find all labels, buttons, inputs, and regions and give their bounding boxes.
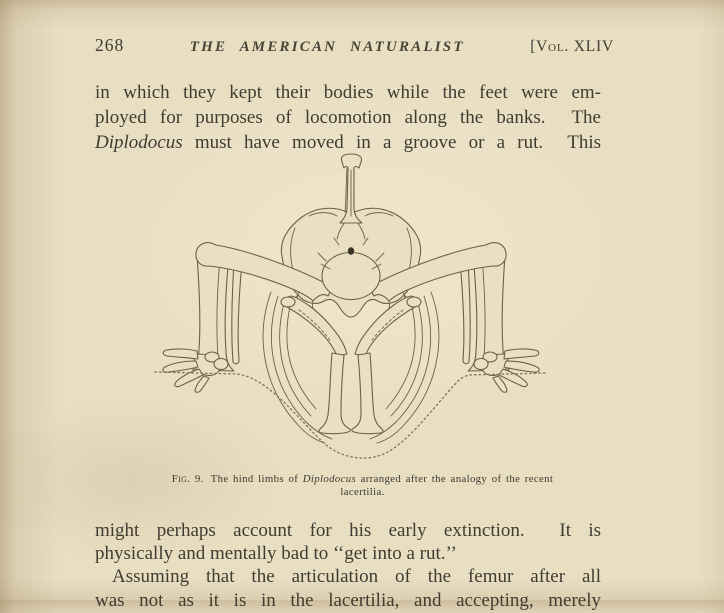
caption-line-1: Fig. 9. The hind limbs of Diplodocus arranged after the analogy of the recent <box>171 473 554 485</box>
volume-label: [Vol. XLIV <box>530 38 614 55</box>
figure-caption <box>90 473 635 498</box>
sacral-centrum <box>322 253 380 300</box>
figure-label: Fig. 9. <box>171 473 204 485</box>
text-line: was not as it is in the lacertilia, and accepting, merely <box>95 589 601 611</box>
text-line: Diplodocus must have moved in a groove or a rut. This <box>95 132 601 154</box>
species-name-italic: Diplodocus <box>95 132 183 154</box>
paragraph-top <box>95 82 601 158</box>
page-header <box>95 35 614 56</box>
figure-9-illustration <box>85 152 645 474</box>
text-line: ployed for purposes of locomotion along the banks. The <box>95 107 601 129</box>
paragraph-bottom <box>95 520 601 613</box>
species-name-italic: Diplodocus <box>302 473 357 485</box>
ground-groove-line <box>155 372 546 458</box>
journal-title: THE AMERICAN NATURALIST <box>189 39 465 55</box>
page-number: 268 <box>95 35 125 55</box>
text-line: might perhaps account for his early extinction. It is <box>95 520 601 541</box>
text-line: in which they kept their bodies while the feet were em- <box>95 82 601 103</box>
text-line: physically and mentally bad to ‘‘get into a rut.’’ <box>95 543 457 565</box>
text-line: Assuming that the articulation of the femur after all <box>112 566 601 588</box>
caption-line-2: lacertilia. <box>340 485 385 498</box>
